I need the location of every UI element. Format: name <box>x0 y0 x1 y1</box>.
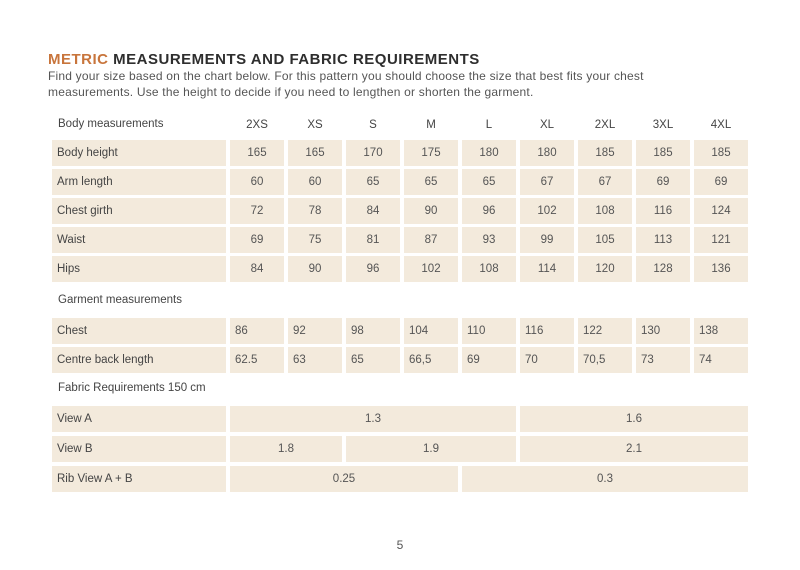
row-label: Chest <box>52 318 226 344</box>
table-cell: 60 <box>230 169 284 195</box>
table-cell: 75 <box>288 227 342 253</box>
table-cell: 78 <box>288 198 342 224</box>
size-header: L <box>485 119 493 131</box>
size-header: XL <box>539 119 555 131</box>
table-cell: 84 <box>230 256 284 282</box>
title-accent: METRIC <box>48 51 109 68</box>
table-cell: 185 <box>578 140 632 166</box>
table-cell: 98 <box>346 318 400 344</box>
table-cell: 128 <box>636 256 690 282</box>
table-cell: 96 <box>346 256 400 282</box>
table-cell: 86 <box>230 318 284 344</box>
table-cell: 105 <box>578 227 632 253</box>
garment-measurements-heading: Garment measurements <box>58 294 182 306</box>
size-header: 2XS <box>246 119 268 131</box>
table-cell: 69 <box>462 347 516 373</box>
fabric-cell: 0.3 <box>462 466 748 492</box>
table-cell: 62.5 <box>230 347 284 373</box>
table-cell: 121 <box>694 227 748 253</box>
table-cell: 130 <box>636 318 690 344</box>
table-cell: 116 <box>520 318 574 344</box>
table-cell: 65 <box>404 169 458 195</box>
row-label: Waist <box>52 227 226 253</box>
size-header: M <box>426 119 436 131</box>
fabric-cell: 1.8 <box>230 436 342 462</box>
row-label: Hips <box>52 256 226 282</box>
row-label: Rib View A + B <box>52 466 226 492</box>
table-cell: 63 <box>288 347 342 373</box>
row-label: Centre back length <box>52 347 226 373</box>
row-label: View A <box>52 406 226 432</box>
table-cell: 93 <box>462 227 516 253</box>
table-cell: 99 <box>520 227 574 253</box>
fabric-requirements-heading: Fabric Requirements 150 cm <box>58 382 206 394</box>
size-header: 3XL <box>652 119 674 131</box>
table-cell: 67 <box>578 169 632 195</box>
table-cell: 122 <box>578 318 632 344</box>
fabric-cell: 1.6 <box>520 406 748 432</box>
table-cell: 165 <box>288 140 342 166</box>
intro-text <box>48 69 768 100</box>
table-cell: 81 <box>346 227 400 253</box>
table-cell: 65 <box>462 169 516 195</box>
fabric-cell: 1.9 <box>346 436 516 462</box>
table-cell: 92 <box>288 318 342 344</box>
table-cell: 67 <box>520 169 574 195</box>
table-cell: 175 <box>404 140 458 166</box>
fabric-cell: 0.25 <box>230 466 458 492</box>
table-cell: 60 <box>288 169 342 195</box>
table-cell: 170 <box>346 140 400 166</box>
table-cell: 124 <box>694 198 748 224</box>
table-cell: 74 <box>694 347 748 373</box>
table-cell: 90 <box>288 256 342 282</box>
table-cell: 65 <box>346 347 400 373</box>
table-cell: 108 <box>578 198 632 224</box>
fabric-cell: 2.1 <box>520 436 748 462</box>
table-cell: 87 <box>404 227 458 253</box>
table-cell: 110 <box>462 318 516 344</box>
size-header: XS <box>307 119 323 131</box>
title-rest: MEASUREMENTS AND FABRIC REQUIREMENTS <box>108 51 480 68</box>
table-cell: 120 <box>578 256 632 282</box>
table-cell: 180 <box>462 140 516 166</box>
table-cell: 185 <box>636 140 690 166</box>
table-cell: 69 <box>230 227 284 253</box>
page-number: 5 <box>396 538 404 552</box>
table-cell: 96 <box>462 198 516 224</box>
intro-line-2: measurements. Use the height to decide if you need to lengthen or shorten the garment. <box>48 84 534 99</box>
table-cell: 70 <box>520 347 574 373</box>
table-cell: 104 <box>404 318 458 344</box>
table-cell: 69 <box>694 169 748 195</box>
size-header: 4XL <box>710 119 732 131</box>
row-label: View B <box>52 436 226 462</box>
fabric-cell: 1.3 <box>230 406 516 432</box>
row-label: Arm length <box>52 169 226 195</box>
page-title <box>48 51 480 68</box>
size-header: 2XL <box>594 119 616 131</box>
table-cell: 114 <box>520 256 574 282</box>
table-cell: 84 <box>346 198 400 224</box>
table-cell: 73 <box>636 347 690 373</box>
row-label: Chest girth <box>52 198 226 224</box>
table-cell: 72 <box>230 198 284 224</box>
table-cell: 116 <box>636 198 690 224</box>
table-cell: 90 <box>404 198 458 224</box>
table-cell: 70,5 <box>578 347 632 373</box>
body-measurements-heading: Body measurements <box>58 118 164 130</box>
intro-line-1: Find your size based on the chart below. For this pattern you should choose the size that best fits your chest <box>48 69 644 83</box>
table-cell: 185 <box>694 140 748 166</box>
table-cell: 113 <box>636 227 690 253</box>
table-cell: 102 <box>520 198 574 224</box>
table-cell: 102 <box>404 256 458 282</box>
table-cell: 108 <box>462 256 516 282</box>
table-cell: 165 <box>230 140 284 166</box>
table-cell: 65 <box>346 169 400 195</box>
table-cell: 66,5 <box>404 347 458 373</box>
table-cell: 138 <box>694 318 748 344</box>
table-cell: 136 <box>694 256 748 282</box>
row-label: Body height <box>52 140 226 166</box>
size-header: S <box>369 119 377 131</box>
table-cell: 180 <box>520 140 574 166</box>
table-cell: 69 <box>636 169 690 195</box>
